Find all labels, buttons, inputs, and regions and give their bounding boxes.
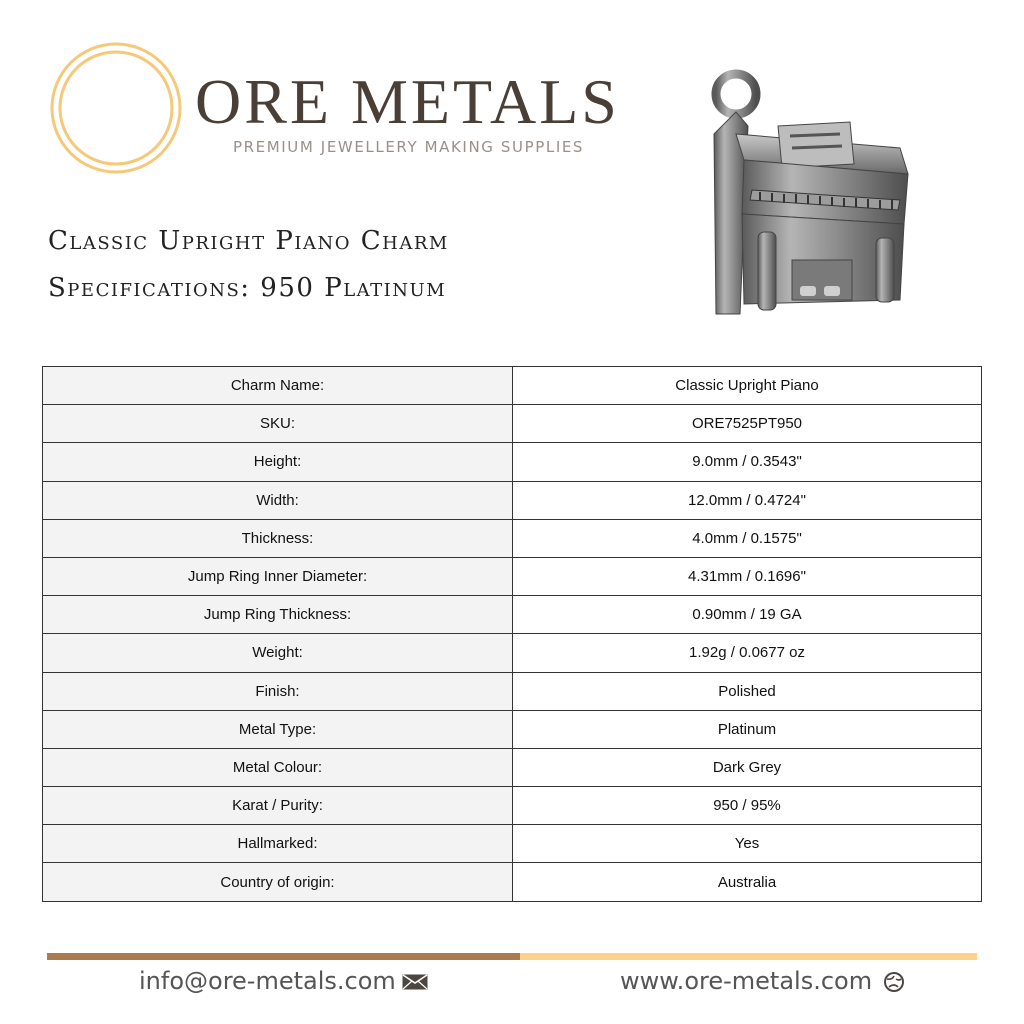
- table-row: [43, 787, 982, 825]
- envelope-icon: [402, 974, 428, 990]
- spec-label: Weight:: [43, 634, 513, 672]
- table-row: [43, 710, 982, 748]
- spec-value: 9.0mm / 0.3543": [513, 443, 982, 481]
- table-row: [43, 367, 982, 405]
- table-row: [43, 481, 982, 519]
- table-row: [43, 863, 982, 901]
- spec-value: 1.92g / 0.0677 oz: [513, 634, 982, 672]
- spec-label: SKU:: [43, 405, 513, 443]
- globe-icon: [883, 971, 905, 993]
- spec-value: 4.0mm / 0.1575": [513, 519, 982, 557]
- spec-value: ORE7525PT950: [513, 405, 982, 443]
- table-row: [43, 748, 982, 786]
- brand-name: ORE METALS: [195, 66, 620, 137]
- spec-label: Height:: [43, 443, 513, 481]
- spec-value: 12.0mm / 0.4724": [513, 481, 982, 519]
- spec-label: Country of origin:: [43, 863, 513, 901]
- product-subtitle: Specifications: 950 Platinum: [48, 273, 447, 303]
- brand-tagline: PREMIUM JEWELLERY MAKING SUPPLIES: [233, 138, 585, 156]
- spec-value: 4.31mm / 0.1696": [513, 557, 982, 595]
- footer-bar-right: [520, 953, 977, 960]
- spec-value: 950 / 95%: [513, 787, 982, 825]
- spec-value: Dark Grey: [513, 748, 982, 786]
- footer-email-link[interactable]: info@ore-metals.com: [139, 967, 396, 995]
- spec-value: Platinum: [513, 710, 982, 748]
- spec-label: Thickness:: [43, 519, 513, 557]
- spec-value: 0.90mm / 19 GA: [513, 596, 982, 634]
- table-row: [43, 405, 982, 443]
- table-row: [43, 596, 982, 634]
- product-title: Classic Upright Piano Charm: [48, 226, 449, 256]
- spec-value: Polished: [513, 672, 982, 710]
- footer-website-link[interactable]: www.ore-metals.com: [620, 967, 873, 995]
- upright-piano-charm-image: [700, 64, 922, 320]
- spec-value: Australia: [513, 863, 982, 901]
- spec-value: Classic Upright Piano: [513, 367, 982, 405]
- double-ring-icon: [48, 40, 184, 176]
- spec-label: Hallmarked:: [43, 825, 513, 863]
- table-row: [43, 672, 982, 710]
- spec-label: Finish:: [43, 672, 513, 710]
- table-row: [43, 519, 982, 557]
- specifications-table: [42, 366, 982, 902]
- table-row: [43, 443, 982, 481]
- spec-label: Width:: [43, 481, 513, 519]
- spec-label: Metal Colour:: [43, 748, 513, 786]
- spec-value: Yes: [513, 825, 982, 863]
- table-row: [43, 825, 982, 863]
- spec-label: Jump Ring Thickness:: [43, 596, 513, 634]
- table-row: [43, 634, 982, 672]
- spec-label: Karat / Purity:: [43, 787, 513, 825]
- footer-bar-left: [47, 953, 520, 960]
- spec-label: Metal Type:: [43, 710, 513, 748]
- table-row: [43, 557, 982, 595]
- spec-label: Jump Ring Inner Diameter:: [43, 557, 513, 595]
- spec-label: Charm Name:: [43, 367, 513, 405]
